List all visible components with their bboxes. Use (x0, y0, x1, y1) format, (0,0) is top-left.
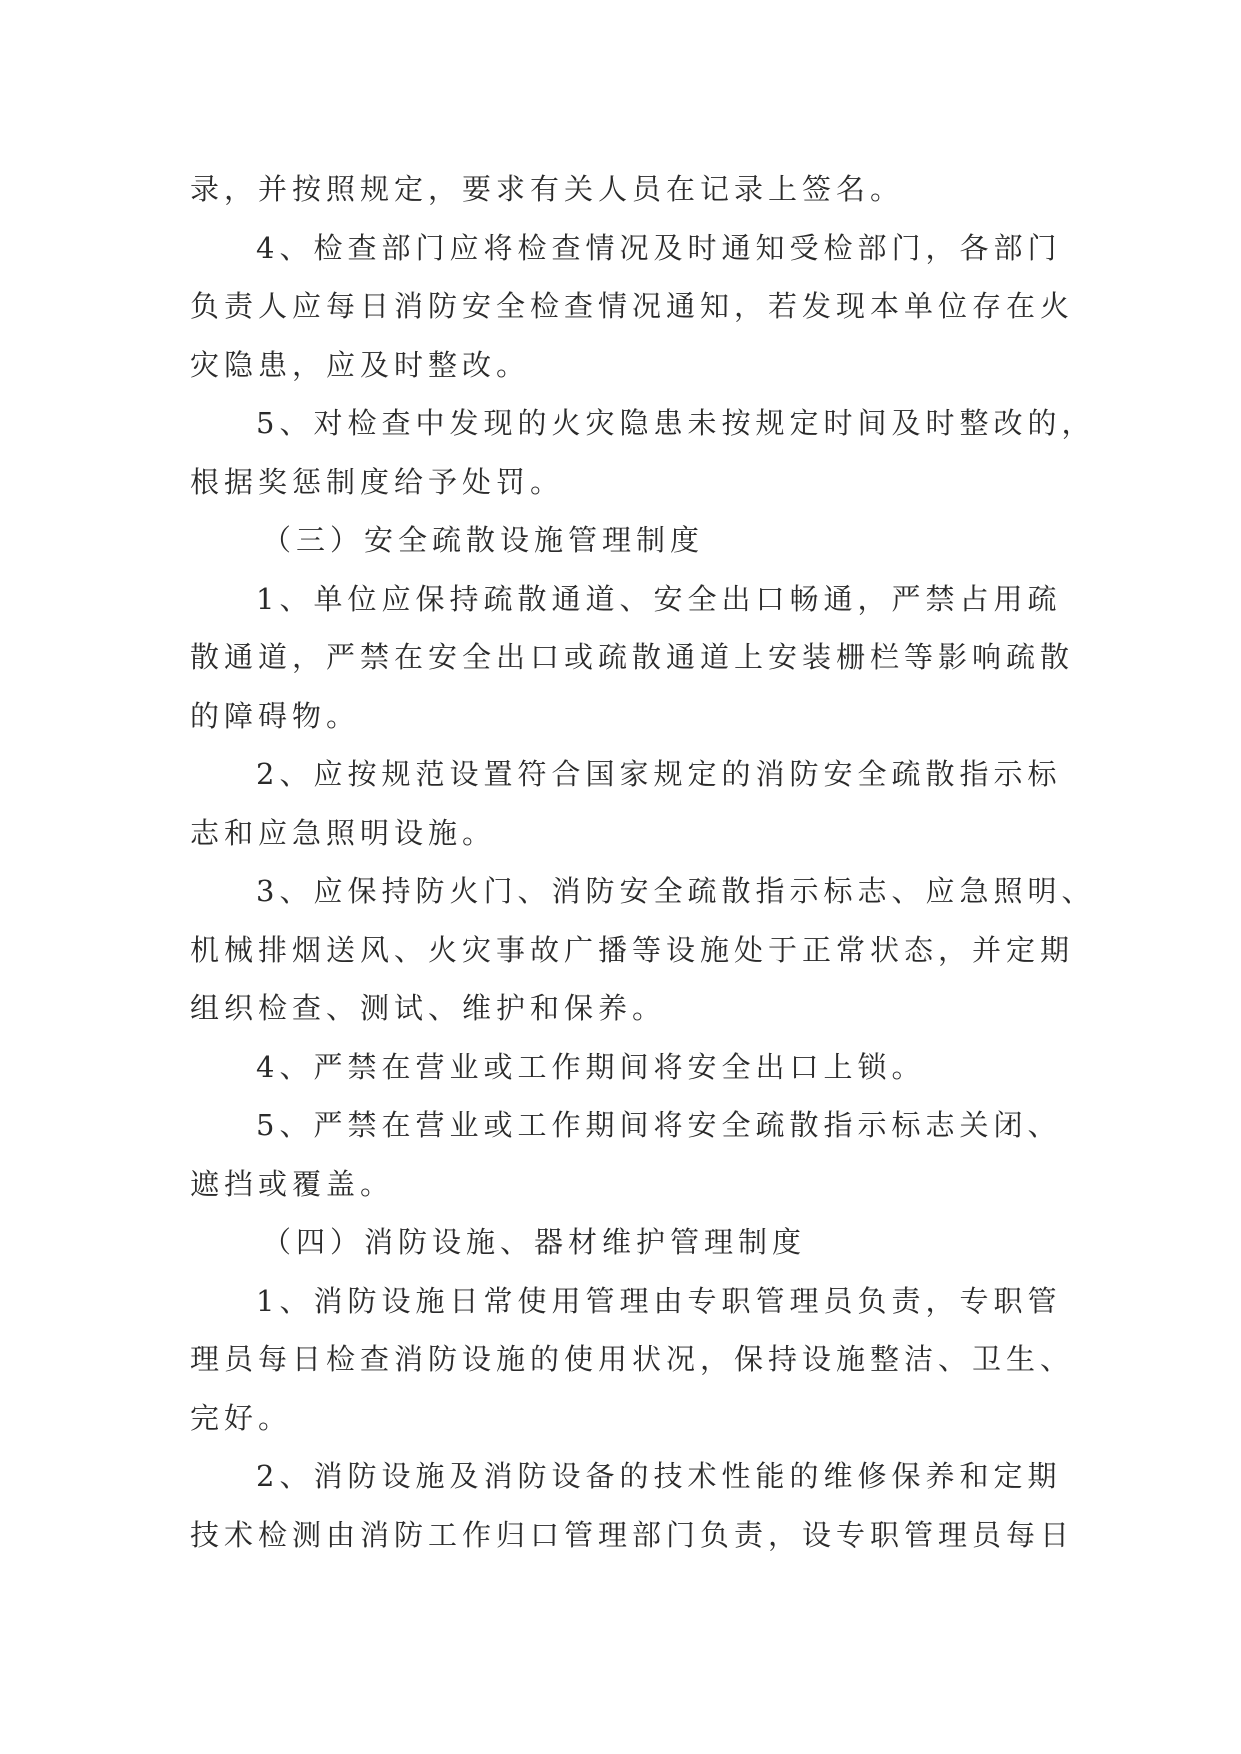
text-line: 1、消防设施日常使用管理由专职管理员负责，专职管 (256, 1283, 1062, 1318)
text-line: 3、应保持防火门、消防安全疏散指示标志、应急照明、 (256, 874, 1096, 908)
text-line: 5、严禁在营业或工作期间将安全疏散指示标志关闭、 (256, 1108, 1062, 1142)
text-line: 完好。 (190, 1400, 293, 1435)
section-heading: （四）消防设施、器材维护管理制度 (262, 1225, 807, 1259)
text-line: 4、检查部门应将检查情况及时通知受检部门，各部门 (256, 230, 1062, 265)
text-line: 的障碍物。 (190, 698, 361, 733)
text-line: 技术检测由消防工作归口管理部门负责，设专职管理员每日 (190, 1517, 1075, 1552)
text-line: 志和应急照明设施。 (190, 815, 497, 850)
text-line: 组织检查、测试、维护和保养。 (190, 991, 667, 1025)
document-body (190, 160, 1096, 1564)
text-line: 理员每日检查消防设施的使用状况，保持设施整洁、卫生、 (190, 1342, 1075, 1376)
text-line: 录，并按照规定，要求有关人员在记录上签名。 (190, 172, 905, 206)
text-line: 遮挡或覆盖。 (190, 1166, 395, 1201)
text-line: 根据奖惩制度给予处罚。 (190, 464, 565, 499)
text-line: 灾隐患，应及时整改。 (190, 347, 531, 382)
text-line: 4、严禁在营业或工作期间将安全出口上锁。 (256, 1049, 926, 1084)
text-line: 5、对检查中发现的火灾隐患未按规定时间及时整改的， (256, 406, 1096, 440)
text-line: 1、单位应保持疏散通道、安全出口畅通，严禁占用疏 (256, 581, 1062, 616)
text-line: 负责人应每日消防安全检查情况通知，若发现本单位存在火 (190, 289, 1075, 323)
text-line: 机械排烟送风、火灾事故广播等设施处于正常状态，并定期 (190, 932, 1075, 967)
text-line: 散通道，严禁在安全出口或疏散通道上安装栅栏等影响疏散 (190, 640, 1075, 674)
text-line: 2、消防设施及消防设备的技术性能的维修保养和定期 (256, 1459, 1062, 1493)
section-heading: （三）安全疏散设施管理制度 (262, 523, 705, 557)
text-line: 2、应按规范设置符合国家规定的消防安全疏散指示标 (256, 757, 1062, 791)
